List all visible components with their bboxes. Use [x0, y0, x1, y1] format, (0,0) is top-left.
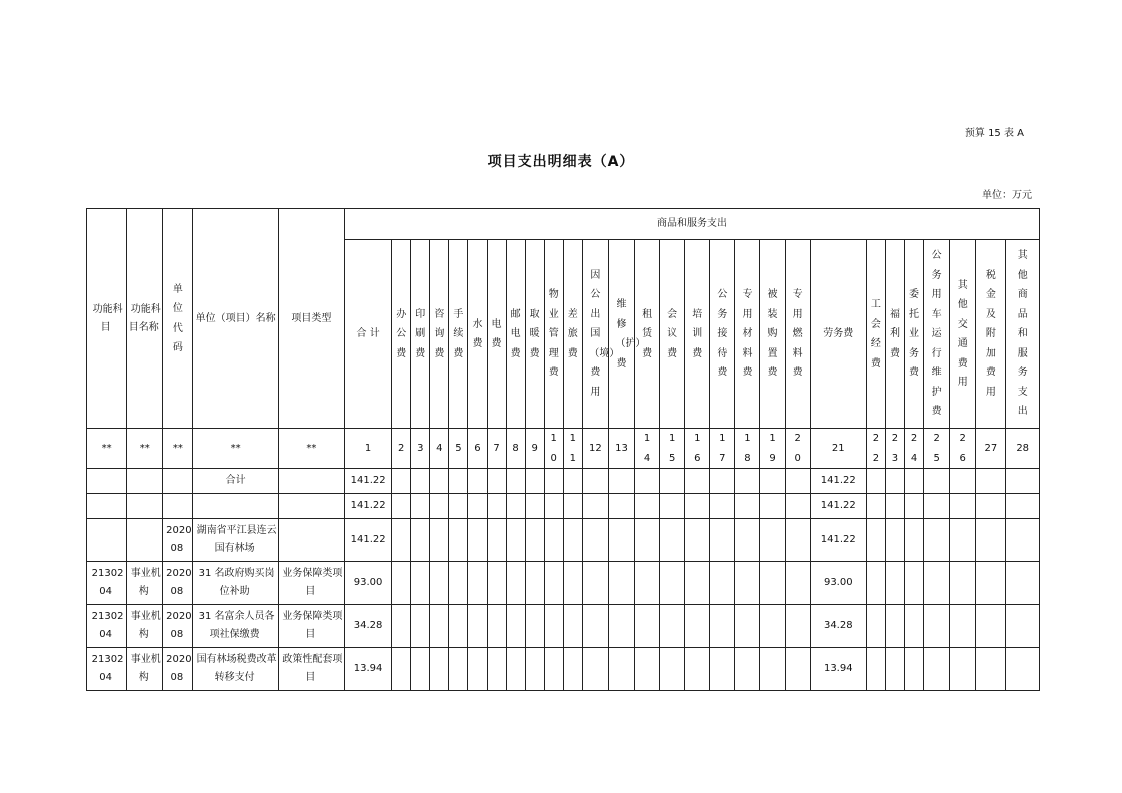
header-col: 办公费 [392, 240, 411, 429]
cell-empty [449, 648, 468, 691]
header-col: 电费 [487, 240, 506, 429]
cell-empty [1006, 519, 1040, 562]
cell-empty [685, 469, 710, 494]
cell-empty [866, 648, 885, 691]
cell-empty [582, 562, 608, 605]
column-number: 27 [976, 429, 1006, 469]
cell-total: 13.94 [345, 648, 392, 691]
column-number: 1 [345, 429, 392, 469]
header-col: 物业管理费 [544, 240, 563, 429]
column-number: 15 [660, 429, 685, 469]
cell-func-name: 事业机构 [127, 562, 163, 605]
cell-func-name [127, 519, 163, 562]
cell-empty [449, 494, 468, 519]
cell-empty [487, 494, 506, 519]
column-number: 8 [506, 429, 525, 469]
cell-empty [544, 605, 563, 648]
cell-empty [735, 648, 760, 691]
cell-empty [885, 562, 904, 605]
cell-empty [411, 605, 430, 648]
cell-empty [635, 605, 660, 648]
cell-proj-type [278, 469, 344, 494]
header-total: 合 计 [345, 240, 392, 429]
cell-empty [735, 605, 760, 648]
cell-empty [905, 494, 924, 519]
column-number: 2 [392, 429, 411, 469]
cell-empty [950, 519, 976, 562]
cell-empty [487, 648, 506, 691]
cell-empty [392, 494, 411, 519]
cell-func-name: 事业机构 [127, 648, 163, 691]
header-col: 咨询费 [430, 240, 449, 429]
cell-empty [660, 494, 685, 519]
column-number: 20 [785, 429, 810, 469]
cell-func-name [127, 469, 163, 494]
cell-empty [976, 648, 1006, 691]
cell-empty [392, 562, 411, 605]
cell-empty [487, 519, 506, 562]
header-col: 委托业务费 [905, 240, 924, 429]
cell-empty [449, 605, 468, 648]
cell-empty [685, 494, 710, 519]
cell-empty [411, 519, 430, 562]
cell-empty [411, 562, 430, 605]
cell-empty [660, 562, 685, 605]
column-number: 6 [468, 429, 487, 469]
cell-empty [760, 648, 785, 691]
cell-empty [924, 494, 950, 519]
header-col: 被装购置费 [760, 240, 785, 429]
cell-empty [449, 519, 468, 562]
cell-proj-type [278, 519, 344, 562]
cell-empty [950, 648, 976, 691]
column-number: ** [87, 429, 127, 469]
header-col: 工会经费 [866, 240, 885, 429]
cell-empty [785, 519, 810, 562]
cell-empty [582, 605, 608, 648]
cell-empty [785, 469, 810, 494]
page-title: 项目支出明细表（A） [487, 154, 635, 170]
cell-empty [563, 605, 582, 648]
column-number: 22 [866, 429, 885, 469]
cell-labor: 141.22 [810, 469, 866, 494]
cell-labor: 141.22 [810, 519, 866, 562]
header-col: 公务接待费 [710, 240, 735, 429]
cell-empty [635, 469, 660, 494]
cell-empty [468, 605, 487, 648]
cell-empty [525, 605, 544, 648]
cell-unit-code [163, 494, 193, 519]
cell-empty [905, 469, 924, 494]
cell-unit-name: 31 名政府购买岗位补助 [193, 562, 278, 605]
column-number: 9 [525, 429, 544, 469]
cell-unit-name: 合计 [193, 469, 278, 494]
cell-total: 34.28 [345, 605, 392, 648]
cell-empty [760, 562, 785, 605]
table-row [87, 494, 1040, 519]
cell-empty [608, 494, 634, 519]
cell-empty [735, 519, 760, 562]
cell-empty [430, 605, 449, 648]
cell-unit-code: 202008 [163, 648, 193, 691]
column-number: 14 [635, 429, 660, 469]
cell-func-code [87, 519, 127, 562]
cell-empty [468, 494, 487, 519]
column-number: ** [193, 429, 278, 469]
cell-empty [710, 648, 735, 691]
cell-empty [710, 562, 735, 605]
header-col: 专用燃料费 [785, 240, 810, 429]
cell-proj-type [278, 494, 344, 519]
cell-proj-type: 业务保障类项目 [278, 562, 344, 605]
column-number: 3 [411, 429, 430, 469]
cell-empty [710, 605, 735, 648]
column-number: 5 [449, 429, 468, 469]
cell-empty [660, 648, 685, 691]
cell-empty [430, 519, 449, 562]
cell-empty [635, 648, 660, 691]
header-unit-name: 单位（项目）名称 [193, 209, 278, 429]
cell-empty [905, 605, 924, 648]
header-unit-code: 单位代码 [163, 209, 193, 429]
header-col: 福利费 [885, 240, 904, 429]
column-number: 10 [544, 429, 563, 469]
header-col: 维修（护）费 [608, 240, 634, 429]
cell-empty [449, 562, 468, 605]
header-col: 税金及附加费用 [976, 240, 1006, 429]
cell-empty [735, 562, 760, 605]
cell-labor: 34.28 [810, 605, 866, 648]
header-col: 租赁费 [635, 240, 660, 429]
cell-empty [785, 494, 810, 519]
form-number: 预算 15 表 A [964, 128, 1024, 139]
cell-empty [1006, 648, 1040, 691]
cell-empty [430, 494, 449, 519]
header-col: 手续费 [449, 240, 468, 429]
cell-total: 141.22 [345, 519, 392, 562]
cell-unit-code: 202008 [163, 605, 193, 648]
cell-empty [563, 469, 582, 494]
cell-labor: 141.22 [810, 494, 866, 519]
column-number: 26 [950, 429, 976, 469]
cell-unit-name: 湖南省平江县连云国有林场 [193, 519, 278, 562]
column-number: 7 [487, 429, 506, 469]
table-row [87, 648, 1040, 691]
header-col: 会议费 [660, 240, 685, 429]
header-func-code: 功能科目 [87, 209, 127, 429]
table-row [87, 469, 1040, 494]
cell-empty [950, 562, 976, 605]
column-number: ** [127, 429, 163, 469]
cell-empty [976, 469, 1006, 494]
cell-labor: 93.00 [810, 562, 866, 605]
cell-unit-code: 202008 [163, 562, 193, 605]
cell-empty [525, 494, 544, 519]
cell-empty [885, 494, 904, 519]
header-col: 邮电费 [506, 240, 525, 429]
cell-empty [785, 562, 810, 605]
cell-func-name: 事业机构 [127, 605, 163, 648]
cell-labor: 13.94 [810, 648, 866, 691]
table-row [87, 605, 1040, 648]
cell-empty [735, 494, 760, 519]
cell-empty [1006, 562, 1040, 605]
cell-empty [506, 494, 525, 519]
expenditure-table [86, 208, 1040, 691]
cell-empty [885, 605, 904, 648]
cell-empty [710, 469, 735, 494]
column-number: 19 [760, 429, 785, 469]
cell-empty [544, 469, 563, 494]
cell-unit-code [163, 469, 193, 494]
cell-empty [487, 605, 506, 648]
column-number: ** [278, 429, 344, 469]
cell-empty [525, 469, 544, 494]
header-col: 水费 [468, 240, 487, 429]
header-project-type: 项目类型 [278, 209, 344, 429]
cell-func-code: 2130204 [87, 562, 127, 605]
cell-empty [506, 562, 525, 605]
cell-empty [487, 469, 506, 494]
cell-empty [785, 605, 810, 648]
column-number: 25 [924, 429, 950, 469]
cell-empty [525, 648, 544, 691]
cell-empty [924, 648, 950, 691]
cell-empty [760, 605, 785, 648]
cell-empty [544, 494, 563, 519]
cell-empty [685, 562, 710, 605]
cell-empty [866, 562, 885, 605]
header-col: 劳务费 [810, 240, 866, 429]
cell-empty [563, 648, 582, 691]
header-col: 培训费 [685, 240, 710, 429]
cell-empty [544, 648, 563, 691]
cell-empty [905, 562, 924, 605]
cell-empty [660, 519, 685, 562]
cell-empty [411, 648, 430, 691]
header-col: 专用材料费 [735, 240, 760, 429]
cell-empty [685, 605, 710, 648]
cell-empty [582, 469, 608, 494]
cell-empty [760, 494, 785, 519]
cell-empty [976, 519, 1006, 562]
cell-empty [608, 519, 634, 562]
header-col: 取暖费 [525, 240, 544, 429]
cell-empty [660, 605, 685, 648]
header-col: 差旅费 [563, 240, 582, 429]
cell-empty [924, 519, 950, 562]
header-col: 其他商品和服务支出 [1006, 240, 1040, 429]
cell-empty [392, 648, 411, 691]
column-number: 16 [685, 429, 710, 469]
cell-empty [866, 519, 885, 562]
cell-empty [544, 562, 563, 605]
cell-empty [468, 648, 487, 691]
cell-empty [760, 519, 785, 562]
cell-empty [582, 519, 608, 562]
cell-empty [885, 519, 904, 562]
cell-empty [885, 469, 904, 494]
cell-proj-type: 政策性配套项目 [278, 648, 344, 691]
cell-empty [563, 494, 582, 519]
cell-empty [392, 605, 411, 648]
cell-empty [1006, 494, 1040, 519]
cell-empty [635, 494, 660, 519]
cell-empty [506, 648, 525, 691]
header-col: 其他交通费用 [950, 240, 976, 429]
cell-empty [976, 562, 1006, 605]
column-number: 11 [563, 429, 582, 469]
cell-empty [468, 469, 487, 494]
cell-unit-name: 31 名富余人员各项社保缴费 [193, 605, 278, 648]
cell-empty [608, 469, 634, 494]
cell-empty [430, 648, 449, 691]
cell-empty [710, 519, 735, 562]
header-goods-services: 商品和服务支出 [345, 209, 1040, 240]
cell-empty [1006, 605, 1040, 648]
cell-unit-name [193, 494, 278, 519]
cell-empty [506, 605, 525, 648]
cell-empty [563, 562, 582, 605]
cell-func-code: 2130204 [87, 648, 127, 691]
cell-empty [506, 519, 525, 562]
unit-label: 单位：万元 [982, 190, 1032, 201]
header-col: 公务用车运行维护费 [924, 240, 950, 429]
column-number: 18 [735, 429, 760, 469]
column-number: ** [163, 429, 193, 469]
cell-empty [635, 562, 660, 605]
cell-empty [582, 494, 608, 519]
column-number: 13 [608, 429, 634, 469]
table-row [87, 562, 1040, 605]
cell-empty [924, 469, 950, 494]
cell-unit-name: 国有林场税费改革转移支付 [193, 648, 278, 691]
cell-empty [1006, 469, 1040, 494]
cell-total: 93.00 [345, 562, 392, 605]
cell-empty [685, 519, 710, 562]
cell-empty [885, 648, 904, 691]
column-number: 24 [905, 429, 924, 469]
cell-empty [392, 519, 411, 562]
cell-empty [487, 562, 506, 605]
header-func-name: 功能科目名称 [127, 209, 163, 429]
cell-empty [635, 519, 660, 562]
cell-empty [468, 562, 487, 605]
cell-empty [468, 519, 487, 562]
cell-empty [735, 469, 760, 494]
cell-func-name [127, 494, 163, 519]
header-col: 因公出国（境）费用 [582, 240, 608, 429]
cell-empty [392, 469, 411, 494]
column-number: 17 [710, 429, 735, 469]
header-col: 印刷费 [411, 240, 430, 429]
cell-empty [608, 562, 634, 605]
cell-empty [950, 494, 976, 519]
cell-empty [905, 648, 924, 691]
cell-empty [411, 494, 430, 519]
cell-empty [430, 562, 449, 605]
cell-proj-type: 业务保障类项目 [278, 605, 344, 648]
cell-unit-code: 202008 [163, 519, 193, 562]
cell-empty [976, 605, 1006, 648]
cell-func-code [87, 469, 127, 494]
cell-empty [563, 519, 582, 562]
cell-empty [608, 605, 634, 648]
cell-empty [525, 562, 544, 605]
column-number: 23 [885, 429, 904, 469]
cell-empty [525, 519, 544, 562]
cell-empty [866, 605, 885, 648]
cell-empty [924, 605, 950, 648]
cell-total: 141.22 [345, 469, 392, 494]
column-number: 12 [582, 429, 608, 469]
cell-total: 141.22 [345, 494, 392, 519]
cell-empty [924, 562, 950, 605]
cell-empty [411, 469, 430, 494]
cell-empty [544, 519, 563, 562]
cell-empty [608, 648, 634, 691]
cell-empty [905, 519, 924, 562]
column-number: 21 [810, 429, 866, 469]
cell-empty [866, 494, 885, 519]
cell-empty [976, 494, 1006, 519]
cell-empty [785, 648, 810, 691]
cell-empty [950, 469, 976, 494]
cell-func-code [87, 494, 127, 519]
cell-empty [449, 469, 468, 494]
cell-empty [685, 648, 710, 691]
cell-empty [430, 469, 449, 494]
table-row [87, 519, 1040, 562]
cell-empty [760, 469, 785, 494]
column-number: 28 [1006, 429, 1040, 469]
cell-empty [950, 605, 976, 648]
cell-empty [710, 494, 735, 519]
cell-empty [506, 469, 525, 494]
column-number: 4 [430, 429, 449, 469]
cell-empty [660, 469, 685, 494]
cell-empty [582, 648, 608, 691]
cell-func-code: 2130204 [87, 605, 127, 648]
cell-empty [866, 469, 885, 494]
